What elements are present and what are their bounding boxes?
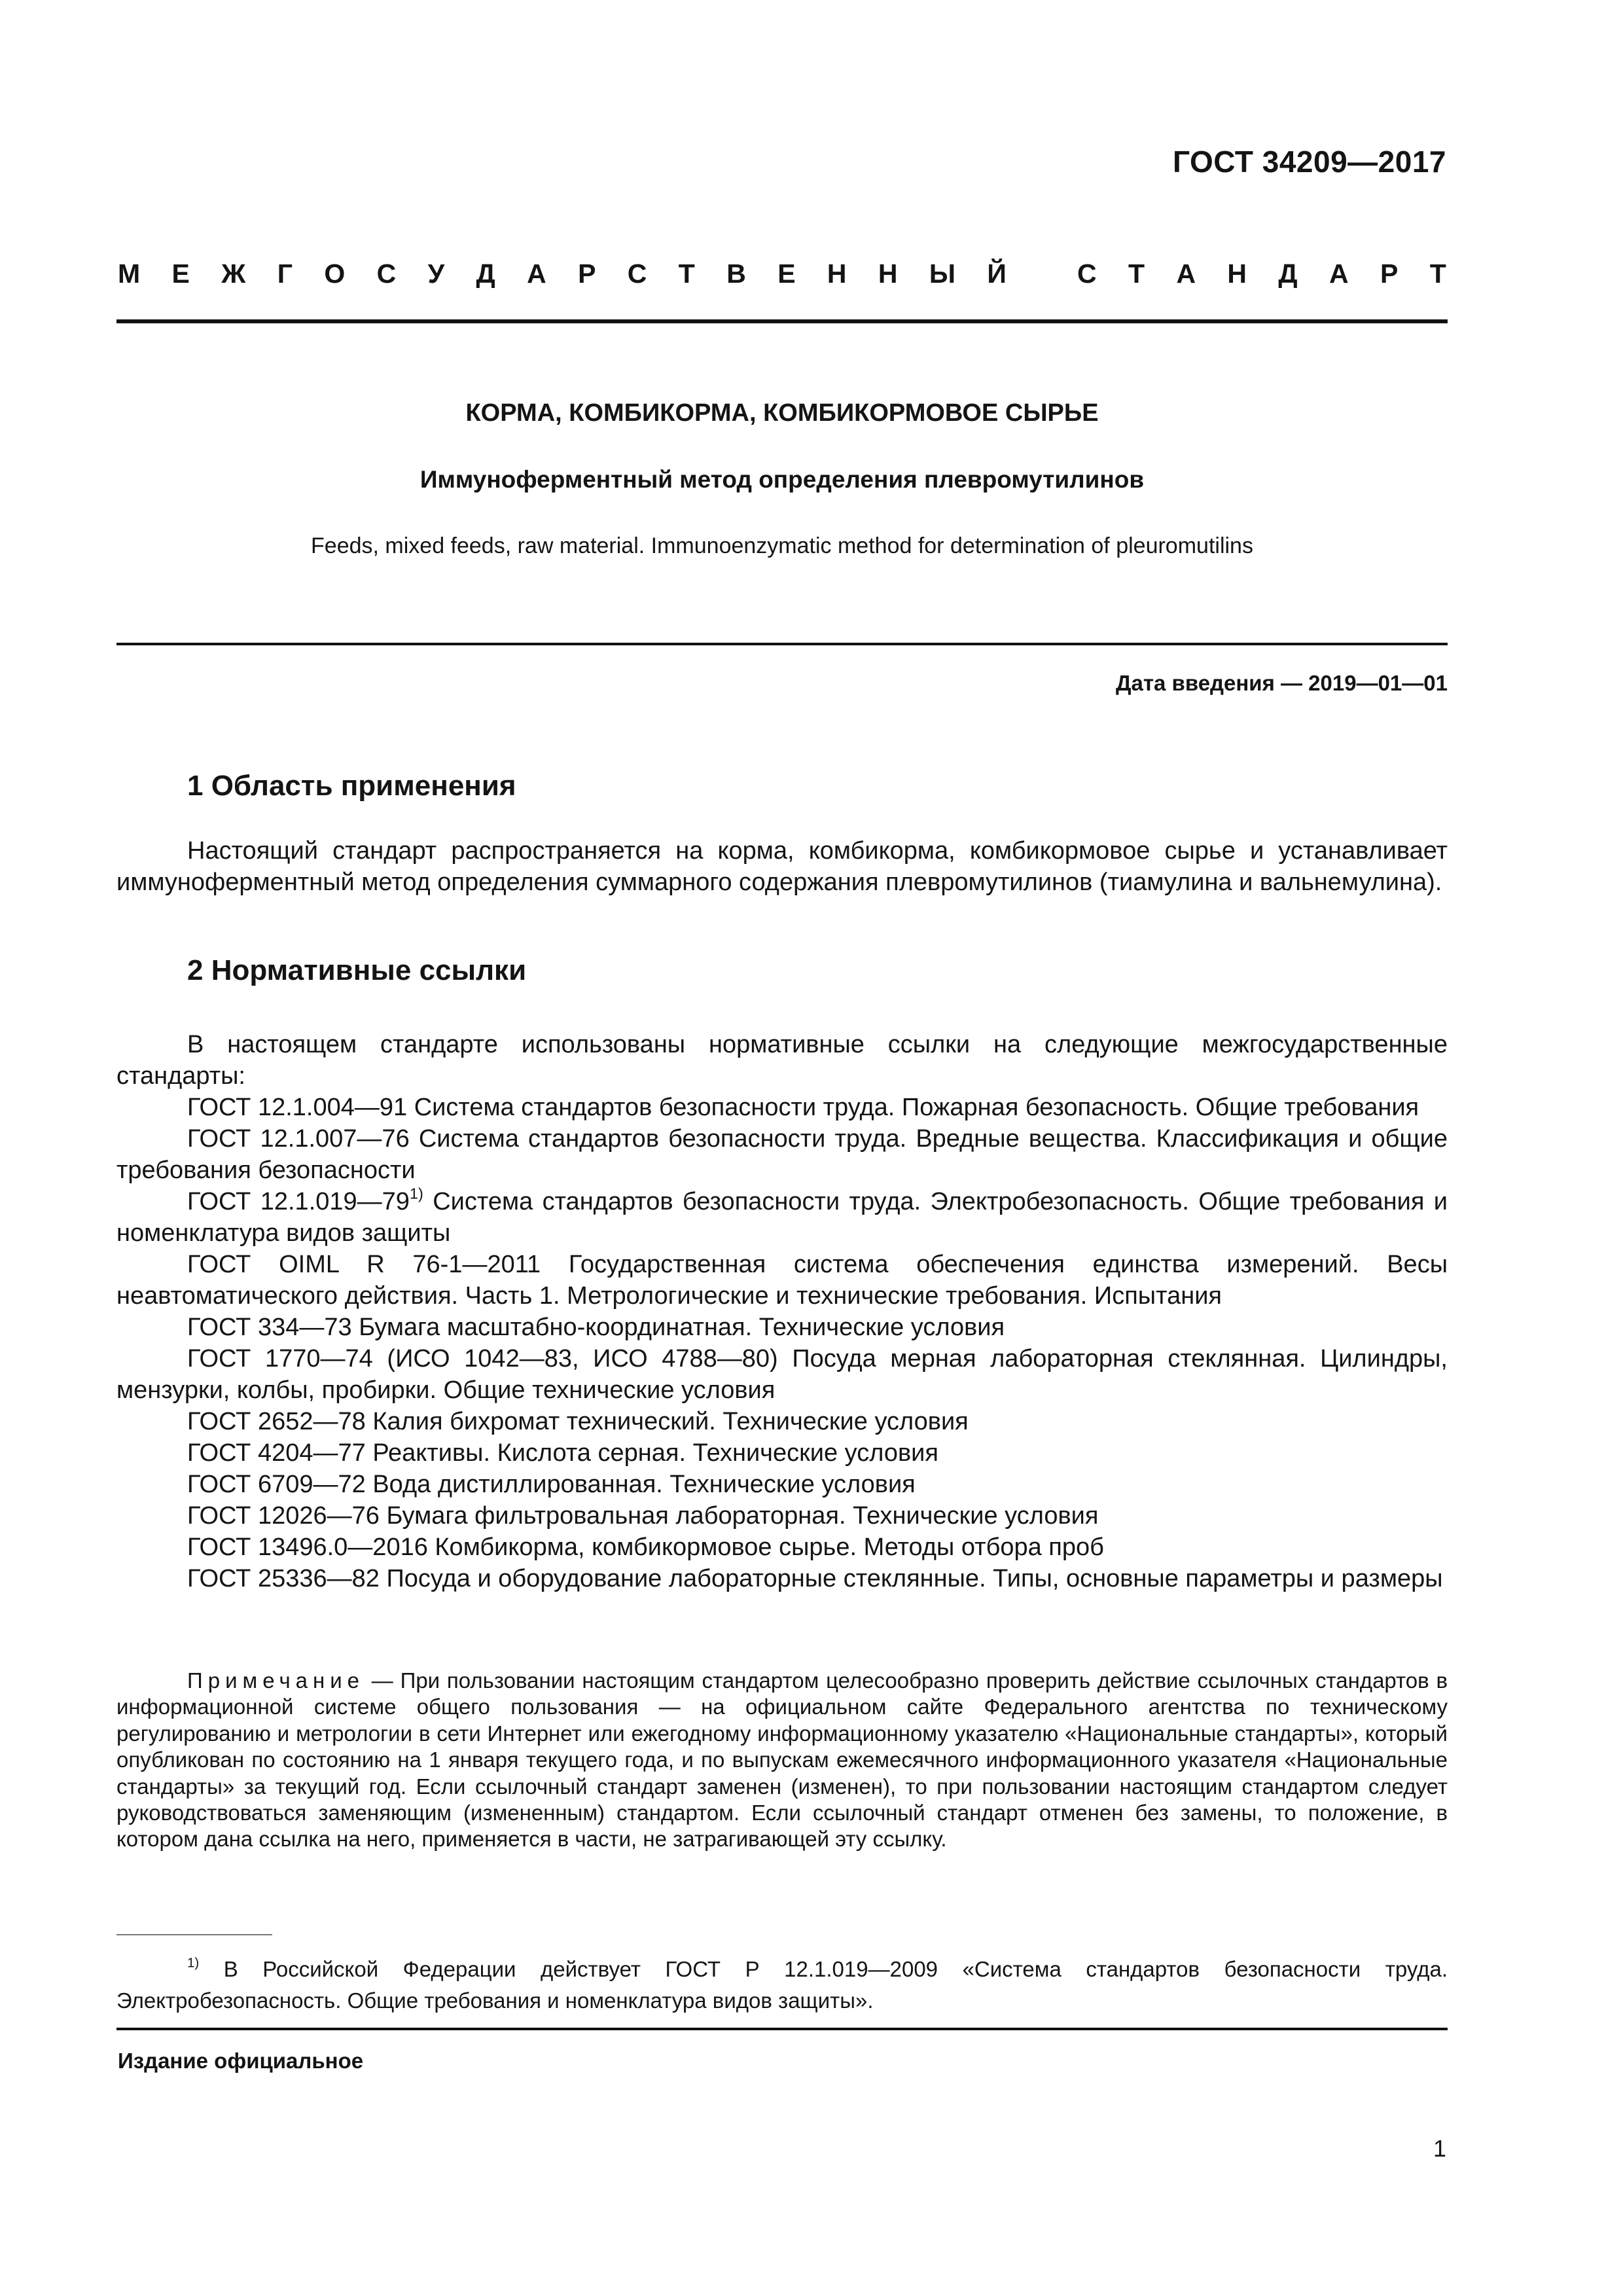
reference-code: ГОСТ 12.1.004—91 — [187, 1094, 408, 1121]
reference-title: Бумага масштабно-координатная. Технические условия — [359, 1314, 1005, 1341]
page-number: 1 — [1433, 2135, 1446, 2162]
standard-type-letter: Р — [578, 259, 596, 289]
reference-item — [116, 1532, 1448, 1563]
title-divider — [116, 643, 1448, 645]
standard-type-letter: Н — [827, 259, 847, 289]
standard-type-letter: С — [1077, 259, 1097, 289]
reference-item — [116, 1437, 1448, 1469]
standard-type-letter: Т — [678, 259, 695, 289]
footnote-text: В Российской Федерации действует ГОСТ Р 12.1.019—2009 «Система стандартов безопасности труда. Электробезопасность. Общие требования и номенклатура видов защиты». — [116, 1957, 1448, 2013]
reference-code: ГОСТ 6709—72 — [187, 1471, 366, 1498]
standard-type-letter: Р — [1380, 259, 1399, 289]
reference-item — [116, 1469, 1448, 1500]
footnote-marker: 1) — [187, 1955, 200, 1971]
footer-divider — [116, 2028, 1448, 2030]
reference-code: ГОСТ 334—73 — [187, 1314, 352, 1341]
footnote-reference-marker: 1) — [409, 1185, 423, 1202]
reference-code: ГОСТ OIML R 76-1—2011 — [187, 1251, 541, 1278]
standard-type-letter: Е — [171, 259, 190, 289]
section-1-heading: 1 Область применения — [187, 770, 516, 802]
footnote — [116, 1954, 1448, 2017]
reference-code: ГОСТ 25336—82 — [187, 1565, 380, 1592]
reference-item — [116, 1186, 1448, 1249]
reference-code: ГОСТ 2652—78 — [187, 1408, 366, 1435]
standard-type-letter: М — [118, 259, 141, 289]
standard-type-letter: С — [627, 259, 647, 289]
section-2-intro: В настоящем стандарте использованы нормативные ссылки на следующие межгосударственные стандарты: — [116, 1031, 1448, 1090]
standard-type-letter: С — [376, 259, 397, 289]
section-1-paragraph: Настоящий стандарт распространяется на корма, комбикорма, комбикормовое сырье и устанавливает иммуноферментный метод определения суммарного содержания плевромутилинов (тиамулина и вальнемулина). — [116, 837, 1448, 896]
note-label: Примечание — [187, 1668, 365, 1693]
reference-title: Реактивы. Кислота серная. Технические условия — [372, 1439, 938, 1467]
standard-type-letter: Т — [1429, 259, 1446, 289]
reference-item — [116, 1123, 1448, 1186]
reference-title: Система стандартов безопасности труда. Пожарная безопасность. Общие требования — [414, 1094, 1419, 1121]
standard-type-letter: Д — [476, 259, 495, 289]
reference-code: ГОСТ 12.1.007—76 — [187, 1125, 410, 1153]
reference-title: Бумага фильтровальная лабораторная. Технические условия — [386, 1502, 1099, 1530]
reference-title: Вода дистиллированная. Технические условия — [372, 1471, 916, 1498]
standard-type-letter: Д — [1278, 259, 1298, 289]
standard-type-letter: А — [1329, 259, 1349, 289]
reference-title: Посуда мерная лабораторная стеклянная. Цилиндры, мензурки, колбы, пробирки. Общие технические условия — [116, 1345, 1448, 1404]
reference-item — [116, 1092, 1448, 1123]
standard-type-letter: У — [427, 259, 445, 289]
standard-type-letter: А — [527, 259, 546, 289]
reference-title: Система стандартов безопасности труда. Электробезопасность. Общие требования и номенклатура видов защиты — [116, 1188, 1448, 1247]
reference-item — [116, 1500, 1448, 1532]
reference-code: ГОСТ 12.1.019—79 — [187, 1188, 410, 1215]
reference-title: Посуда и оборудование лабораторные стеклянные. Типы, основные параметры и размеры — [386, 1565, 1443, 1592]
standard-type-heading — [118, 259, 1446, 289]
reference-item — [116, 1563, 1448, 1594]
reference-code: ГОСТ 4204—77 — [187, 1439, 366, 1467]
normative-references-list — [116, 1092, 1448, 1594]
note-text: — При пользовании настоящим стандартом целесообразно проверить действие ссылочных стандартов в информационной системе общего пользования — на официальном сайте Федерального агентства по техническому регулированию и метрологии в сети Интернет или ежегодному информационному указателю «Национальные стандарты», который опубликован по состоянию на 1 января текущего года, и по выпускам ежемесячного информационного указателя «Национальные стандарты» за текущий год. Если ссылочный стандарт заменен (изменен), то при пользовании настоящим стандартом следует руководствоваться заменяющим (измененным) стандартом. Если ссылочный стандарт отменен без замены, то положение, в котором дана ссылка на него, применяется в части, не затрагивающей эту ссылку. — [116, 1668, 1448, 1852]
footnote-separator — [116, 1934, 272, 1935]
document-subtitle: Иммуноферментный метод определения плевромутилинов — [419, 466, 1145, 493]
reference-code: ГОСТ 13496.0—2016 — [187, 1534, 428, 1561]
section-2-heading: 2 Нормативные ссылки — [187, 954, 527, 986]
standard-type-letter: Й — [987, 259, 1007, 289]
standard-type-letter: Е — [777, 259, 796, 289]
standard-type-letter: Н — [878, 259, 898, 289]
reference-item — [116, 1406, 1448, 1437]
document-title: КОРМА, КОМБИКОРМА, КОМБИКОРМОВОЕ СЫРЬЕ — [465, 399, 1099, 427]
reference-title: Государственная система обеспечения единства измерений. Весы неавтоматического действия. Часть 1. Метрологические и технические требования. Испытания — [116, 1251, 1448, 1310]
standard-type-letter: Ы — [929, 259, 956, 289]
standard-type-letter: Ж — [221, 259, 246, 289]
standard-type-letter: Т — [1128, 259, 1145, 289]
section-2-body — [116, 1029, 1448, 1594]
standard-type-letter: О — [324, 259, 346, 289]
standard-type-letter: В — [726, 259, 746, 289]
reference-code: ГОСТ 1770—74 (ИСО 1042—83, ИСО 4788—80) — [187, 1345, 778, 1372]
reference-title: Комбикорма, комбикормовое сырье. Методы отбора проб — [435, 1534, 1104, 1561]
standard-type-letter: Г — [277, 259, 293, 289]
standard-type-letter: А — [1176, 259, 1196, 289]
section-1-body — [116, 835, 1448, 898]
reference-code: ГОСТ 12026—76 — [187, 1502, 380, 1530]
note-block — [116, 1668, 1448, 1853]
document-code: ГОСТ 34209—2017 — [1173, 145, 1446, 179]
reference-item — [116, 1343, 1448, 1406]
word-gap — [1038, 259, 1045, 289]
reference-item — [116, 1312, 1448, 1343]
reference-item — [116, 1249, 1448, 1312]
document-title-english: Feeds, mixed feeds, raw material. Immunoenzymatic method for determination of pleuromutilins — [311, 533, 1253, 558]
introduction-date: Дата введения — 2019—01—01 — [1116, 671, 1448, 695]
edition-label: Издание официальное — [118, 2049, 364, 2073]
reference-title: Калия бихромат технический. Технические условия — [372, 1408, 969, 1435]
reference-title: Система стандартов безопасности труда. Вредные вещества. Классификация и общие требования безопасности — [116, 1125, 1448, 1184]
standard-type-letter: Н — [1227, 259, 1247, 289]
header-divider — [116, 319, 1448, 323]
